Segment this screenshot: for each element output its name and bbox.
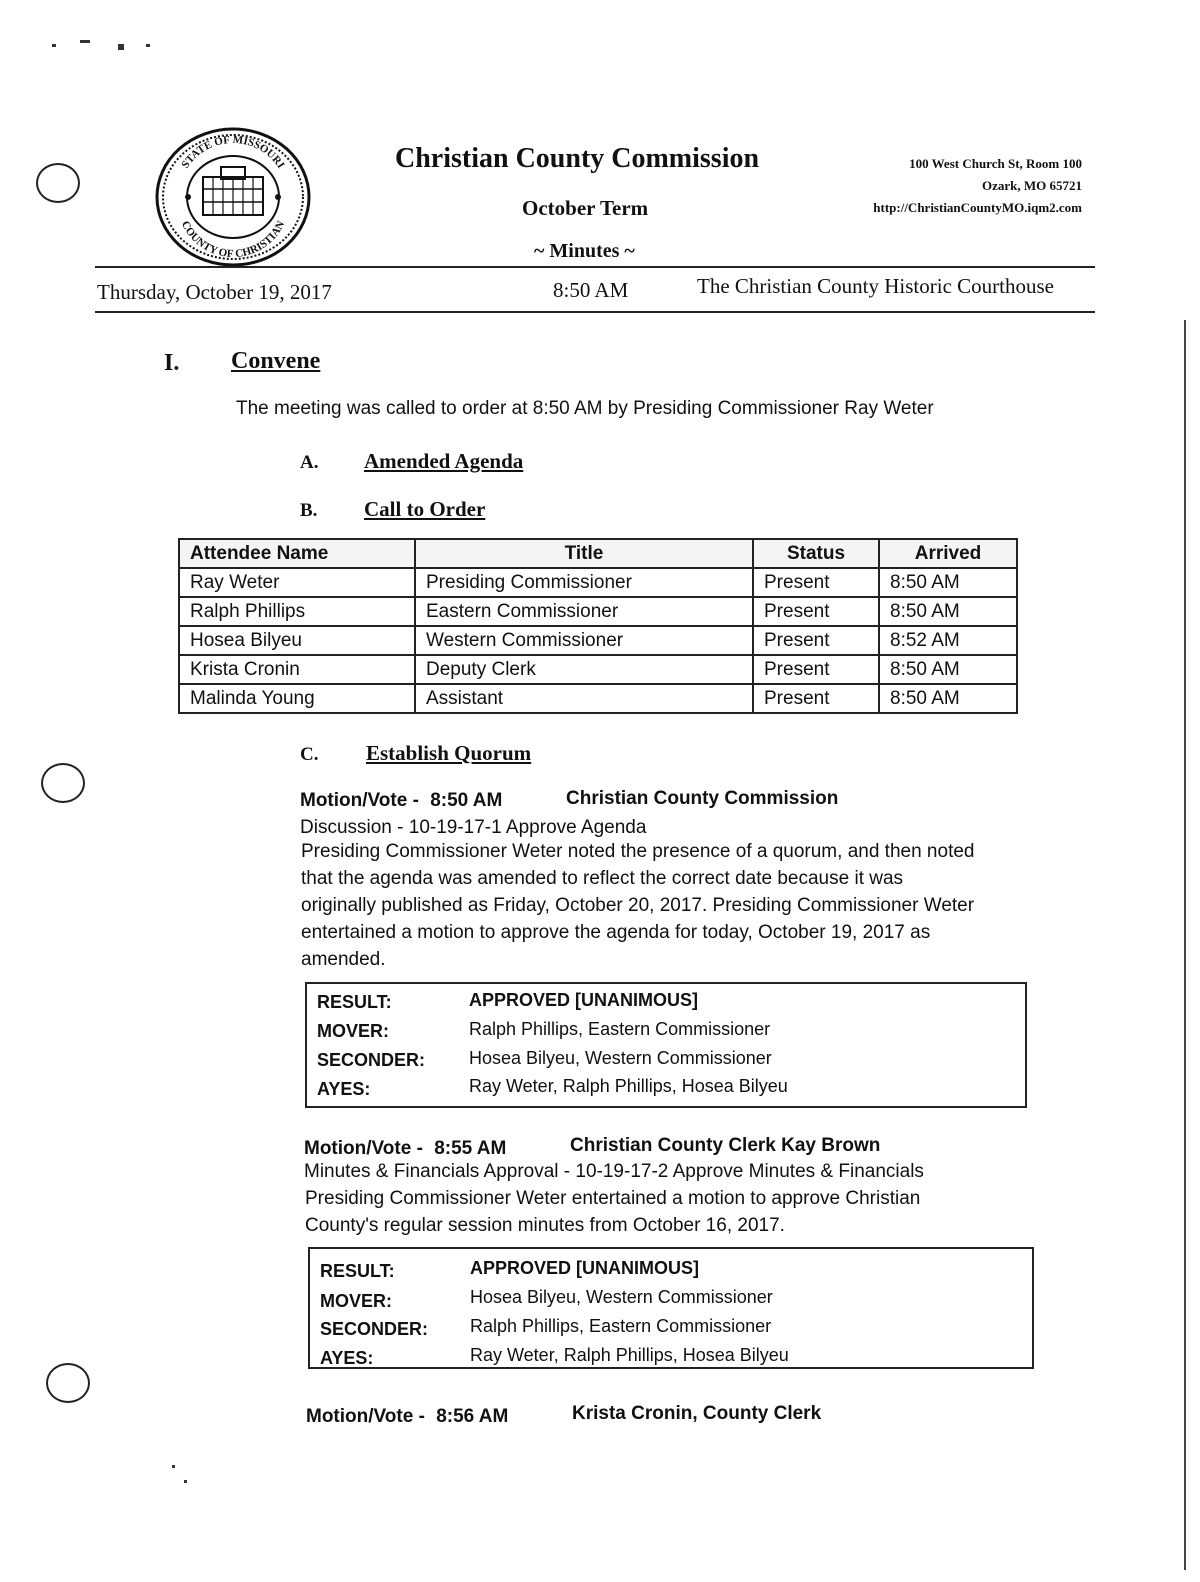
seconder-label: SECONDER:	[317, 1050, 426, 1070]
motion-1-text	[301, 838, 1031, 973]
punch-hole-middle	[41, 763, 85, 803]
motion-1-text-line: that the agenda was amended to reflect the correct date because it was	[301, 868, 904, 889]
attendee-name: Malinda Young	[179, 684, 415, 713]
motion-3-header	[306, 1406, 508, 1428]
table-row	[179, 568, 1017, 597]
motion-1-text-line: amended.	[301, 949, 386, 970]
subsection-c-letter: C.	[300, 744, 319, 765]
col-header-status: Status	[753, 539, 879, 568]
result-value: APPROVED [UNANIMOUS]	[470, 1258, 700, 1278]
mover-value: Ralph Phillips, Eastern Commissioner	[469, 1019, 771, 1039]
motion-2-by: Christian County Clerk Kay Brown	[570, 1135, 881, 1156]
subsection-a-letter: A.	[300, 452, 319, 473]
address-block	[850, 153, 1082, 219]
meeting-location: The Christian County Historic Courthouse	[697, 274, 1054, 298]
attendee-arrived: 8:50 AM	[879, 568, 1017, 597]
org-title: Christian County Commission	[395, 143, 760, 174]
attendee-status: Present	[753, 597, 879, 626]
attendee-title: Eastern Commissioner	[415, 597, 753, 626]
motion-1-header	[300, 790, 502, 812]
mover-value: Hosea Bilyeu, Western Commissioner	[470, 1287, 773, 1307]
section-title: Convene	[231, 348, 321, 374]
attendee-title: Assistant	[415, 684, 753, 713]
attendee-status: Present	[753, 655, 879, 684]
document-type: ~ Minutes ~	[534, 240, 635, 262]
attendee-name: Krista Cronin	[179, 655, 415, 684]
scan-speck	[184, 1480, 187, 1483]
table-row	[179, 655, 1017, 684]
motion-1-result-box	[305, 982, 1027, 1108]
motion-label: Motion/Vote -	[306, 1406, 425, 1427]
section-number: I.	[164, 350, 180, 376]
header-rule-top	[95, 266, 1095, 268]
punch-hole-top	[36, 163, 80, 203]
attendee-name: Ralph Phillips	[179, 597, 415, 626]
result-value: APPROVED [UNANIMOUS]	[469, 990, 699, 1010]
motion-2-text-line: Presiding Commissioner Weter entertained a motion to approve Christian	[305, 1188, 921, 1209]
punch-hole-bottom	[46, 1363, 90, 1403]
ayes-value: Ray Weter, Ralph Phillips, Hosea Bilyeu	[470, 1345, 789, 1365]
scan-speck	[118, 44, 124, 50]
scan-edge	[1184, 320, 1186, 1570]
attendee-name: Ray Weter	[179, 568, 415, 597]
scan-speck	[52, 44, 56, 47]
scan-speck	[172, 1465, 175, 1468]
address-city: Ozark, MO 65721	[981, 178, 1082, 193]
attendee-status: Present	[753, 626, 879, 655]
svg-text:COUNTY OF CHRISTIAN: COUNTY OF CHRISTIAN	[178, 219, 288, 261]
mover-label: MOVER:	[317, 1021, 389, 1041]
motion-label: Motion/Vote -	[304, 1138, 423, 1159]
attendee-arrived: 8:50 AM	[879, 684, 1017, 713]
motion-time: 8:55 AM	[434, 1138, 507, 1159]
svg-text:STATE OF MISSOURI: STATE OF MISSOURI	[179, 133, 287, 171]
attendee-title: Deputy Clerk	[415, 655, 753, 684]
motion-3-by: Krista Cronin, County Clerk	[572, 1403, 822, 1424]
scan-speck	[146, 44, 150, 47]
address-street: 100 West Church St, Room 100	[909, 156, 1082, 171]
meeting-date: Thursday, October 19, 2017	[97, 280, 332, 304]
term-label: October Term	[522, 196, 649, 220]
col-header-title: Title	[415, 539, 753, 568]
meeting-time: 8:50 AM	[553, 278, 629, 302]
attendee-arrived: 8:50 AM	[879, 597, 1017, 626]
attendance-header-row	[179, 539, 1017, 568]
mover-label: MOVER:	[320, 1291, 392, 1311]
motion-2-result-box	[308, 1247, 1034, 1369]
motion-1-by: Christian County Commission	[566, 788, 839, 809]
subsection-b-title[interactable]: Call to Order	[364, 497, 486, 521]
motion-1-text-line: entertained a motion to approve the agenda for today, October 19, 2017 as	[301, 922, 931, 943]
motion-1-discussion: Discussion - 10-19-17-1 Approve Agenda	[300, 817, 647, 838]
attendee-arrived: 8:50 AM	[879, 655, 1017, 684]
seconder-label: SECONDER:	[320, 1319, 429, 1339]
motion-1-text-line: Presiding Commissioner Weter noted the presence of a quorum, and then noted	[301, 841, 975, 862]
attendee-title: Presiding Commissioner	[415, 568, 753, 597]
attendee-status: Present	[753, 568, 879, 597]
attendee-name: Hosea Bilyeu	[179, 626, 415, 655]
ayes-value: Ray Weter, Ralph Phillips, Hosea Bilyeu	[469, 1076, 788, 1096]
attendee-arrived: 8:52 AM	[879, 626, 1017, 655]
col-header-name: Attendee Name	[179, 539, 415, 568]
header-rule-bottom	[95, 311, 1095, 313]
scan-speck	[80, 40, 90, 43]
motion-label: Motion/Vote -	[300, 790, 419, 811]
motion-time: 8:50 AM	[430, 790, 503, 811]
attendance-table	[178, 538, 1018, 714]
motion-2-text	[305, 1185, 1035, 1239]
convene-text: The meeting was called to order at 8:50 AM by Presiding Commissioner Ray Weter	[236, 398, 934, 419]
subsection-a-title[interactable]: Amended Agenda	[364, 449, 524, 473]
col-header-arrived: Arrived	[879, 539, 1017, 568]
website-link[interactable]: http://ChristianCountyMO.iqm2.com	[873, 200, 1082, 215]
ayes-label: AYES:	[320, 1348, 374, 1368]
attendee-status: Present	[753, 684, 879, 713]
result-label: RESULT:	[320, 1261, 395, 1281]
table-row	[179, 597, 1017, 626]
motion-2-text-line: County's regular session minutes from October 16, 2017.	[305, 1215, 785, 1236]
motion-2-discussion: Minutes & Financials Approval - 10-19-17-2 Approve Minutes & Financials	[304, 1161, 924, 1182]
result-label: RESULT:	[317, 992, 392, 1012]
attendee-title: Western Commissioner	[415, 626, 753, 655]
seconder-value: Ralph Phillips, Eastern Commissioner	[470, 1316, 772, 1336]
subsection-c-title[interactable]: Establish Quorum	[366, 741, 532, 765]
county-seal	[155, 127, 311, 267]
seconder-value: Hosea Bilyeu, Western Commissioner	[469, 1048, 772, 1068]
motion-2-header	[304, 1138, 506, 1160]
motion-time: 8:56 AM	[436, 1406, 509, 1427]
subsection-b-letter: B.	[300, 500, 318, 521]
ayes-label: AYES:	[317, 1079, 371, 1099]
table-row	[179, 626, 1017, 655]
table-row	[179, 684, 1017, 713]
motion-1-text-line: originally published as Friday, October 20, 2017. Presiding Commissioner Weter	[301, 895, 975, 916]
